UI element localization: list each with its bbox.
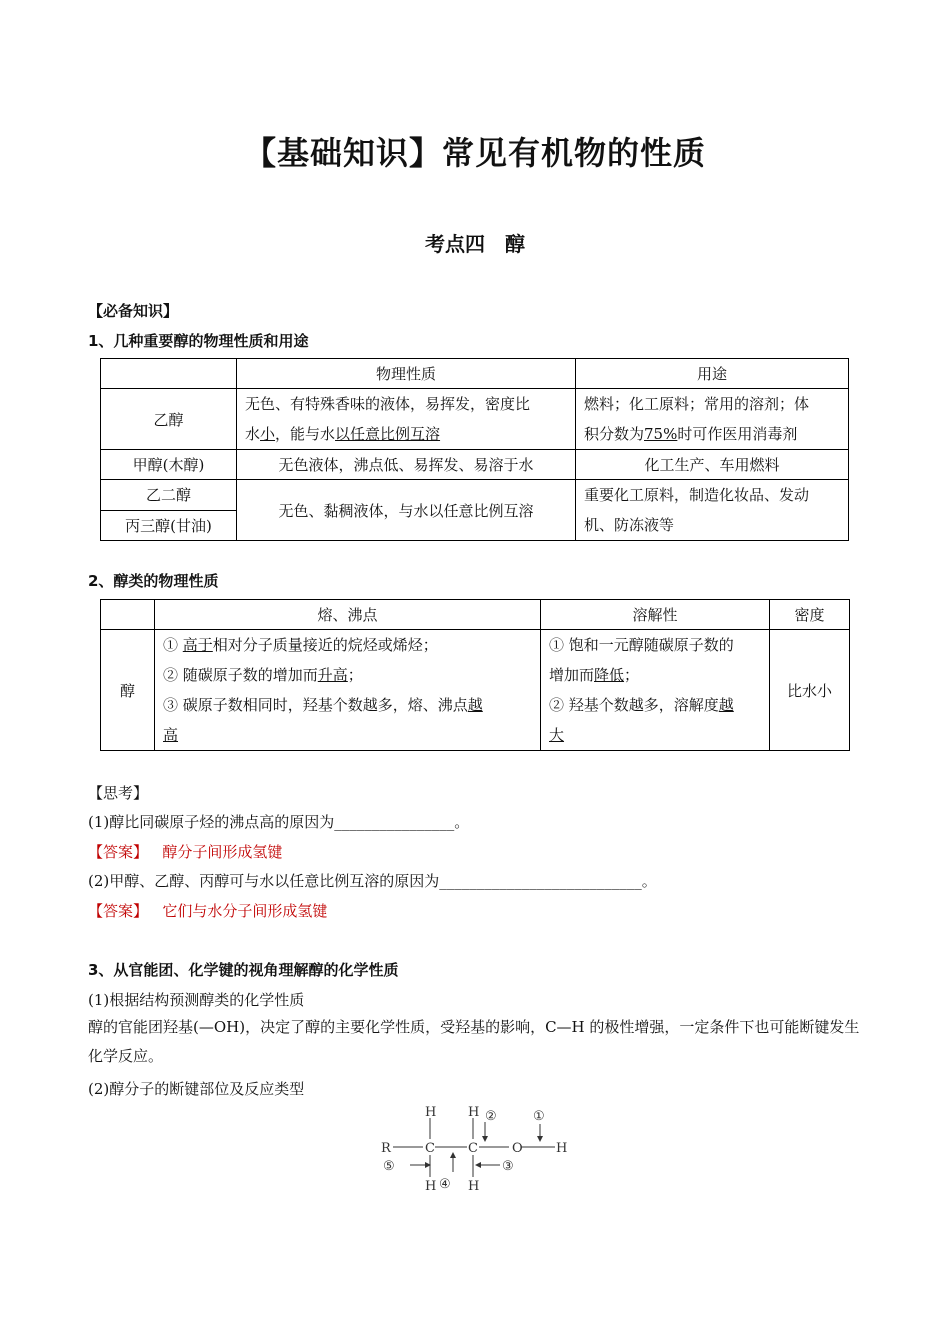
atom-o: O bbox=[512, 1141, 523, 1156]
header-use: 用途 bbox=[576, 359, 849, 389]
section-label: 【必备知识】 bbox=[88, 302, 179, 320]
row-glycol-prop: 无色、黏稠液体，与水以任意比例互溶 bbox=[237, 480, 576, 541]
header-physical: 物理性质 bbox=[237, 359, 576, 389]
header-empty bbox=[101, 359, 237, 389]
atom-c2: C bbox=[468, 1141, 478, 1156]
header2-density: 密度 bbox=[770, 600, 850, 630]
atom-c1: C bbox=[425, 1141, 435, 1156]
think-a1: 【答案】 醇分子间形成氢键 bbox=[88, 843, 283, 861]
atom-h-bot2: H bbox=[468, 1179, 480, 1192]
alcohol-properties-table bbox=[100, 358, 849, 541]
atom-h-bot1: H bbox=[425, 1179, 437, 1192]
atom-h-top2: H bbox=[468, 1105, 480, 1120]
row2-density: 比水小 bbox=[770, 630, 850, 751]
mark-5: ⑤ bbox=[383, 1159, 395, 1174]
s3-heading: 3、从官能团、化学键的视角理解醇的化学性质 bbox=[88, 961, 399, 979]
s3-sub1: (1)根据结构预测醇类的化学性质 bbox=[88, 991, 305, 1009]
mark-2: ② bbox=[485, 1109, 497, 1124]
think-label: 【思考】 bbox=[88, 784, 149, 802]
header2-empty bbox=[101, 600, 155, 630]
think-q2: (2)甲醇、乙醇、丙醇可与水以任意比例互溶的原因为___________________________。 bbox=[88, 872, 657, 890]
row-ethanol-use: 燃料；化工原料；常用的溶剂；体 积分数为75%时可作医用消毒剂 bbox=[576, 389, 849, 450]
row-glycol-name: 乙二醇 bbox=[101, 480, 237, 511]
mark-4: ④ bbox=[439, 1177, 451, 1192]
atom-r: R bbox=[381, 1141, 391, 1156]
header2-bp: 熔、沸点 bbox=[155, 600, 541, 630]
row-methanol-name: 甲醇(木醇) bbox=[101, 450, 237, 480]
alcohol-physical-table bbox=[100, 599, 850, 751]
think-a2: 【答案】 它们与水分子间形成氢键 bbox=[88, 902, 328, 920]
s3-sub2: (2)醇分子的断键部位及反应类型 bbox=[88, 1080, 305, 1098]
row-ethanol-prop: 无色、有特殊香味的液体，易挥发，密度比 水小，能与水以任意比例互溶 bbox=[237, 389, 576, 450]
row-methanol-use: 化工生产、车用燃料 bbox=[576, 450, 849, 480]
s3-para1: 醇的官能团羟基(—OH)，决定了醇的主要化学性质，受羟基的影响，C—H 的极性增强，一定条件下也可能断键发生化学反应。 bbox=[88, 1018, 860, 1065]
section-subtitle: 考点四 醇 bbox=[425, 232, 525, 256]
row-glycerol-name: 丙三醇(甘油) bbox=[101, 510, 237, 541]
think-q1: (1)醇比同碳原子烃的沸点高的原因为________________。 bbox=[88, 813, 470, 831]
mark-3: ③ bbox=[502, 1159, 514, 1174]
atom-h-top1: H bbox=[425, 1105, 437, 1120]
bond-cleavage-diagram bbox=[375, 1102, 595, 1192]
s1-heading: 1、几种重要醇的物理性质和用途 bbox=[88, 332, 309, 350]
row-ethanol-name: 乙醇 bbox=[101, 389, 237, 450]
header2-sol: 溶解性 bbox=[541, 600, 770, 630]
page-title: 【基础知识】常见有机物的性质 bbox=[243, 134, 706, 172]
row2-name: 醇 bbox=[101, 630, 155, 751]
atom-h-end: H bbox=[556, 1141, 568, 1156]
row2-bp: ① 高于相对分子质量接近的烷烃或烯烃； ② 随碳原子数的增加而升高； ③ 碳原子数相同时，羟基个数越多，熔、沸点越 高 bbox=[155, 630, 541, 751]
row-glycol-use: 重要化工原料，制造化妆品、发动 机、防冻液等 bbox=[576, 480, 849, 541]
mark-1: ① bbox=[533, 1109, 545, 1124]
row2-sol: ① 饱和一元醇随碳原子数的 增加而降低； ② 羟基个数越多，溶解度越 大 bbox=[541, 630, 770, 751]
row-methanol-prop: 无色液体，沸点低、易挥发、易溶于水 bbox=[237, 450, 576, 480]
s2-heading: 2、醇类的物理性质 bbox=[88, 572, 219, 590]
